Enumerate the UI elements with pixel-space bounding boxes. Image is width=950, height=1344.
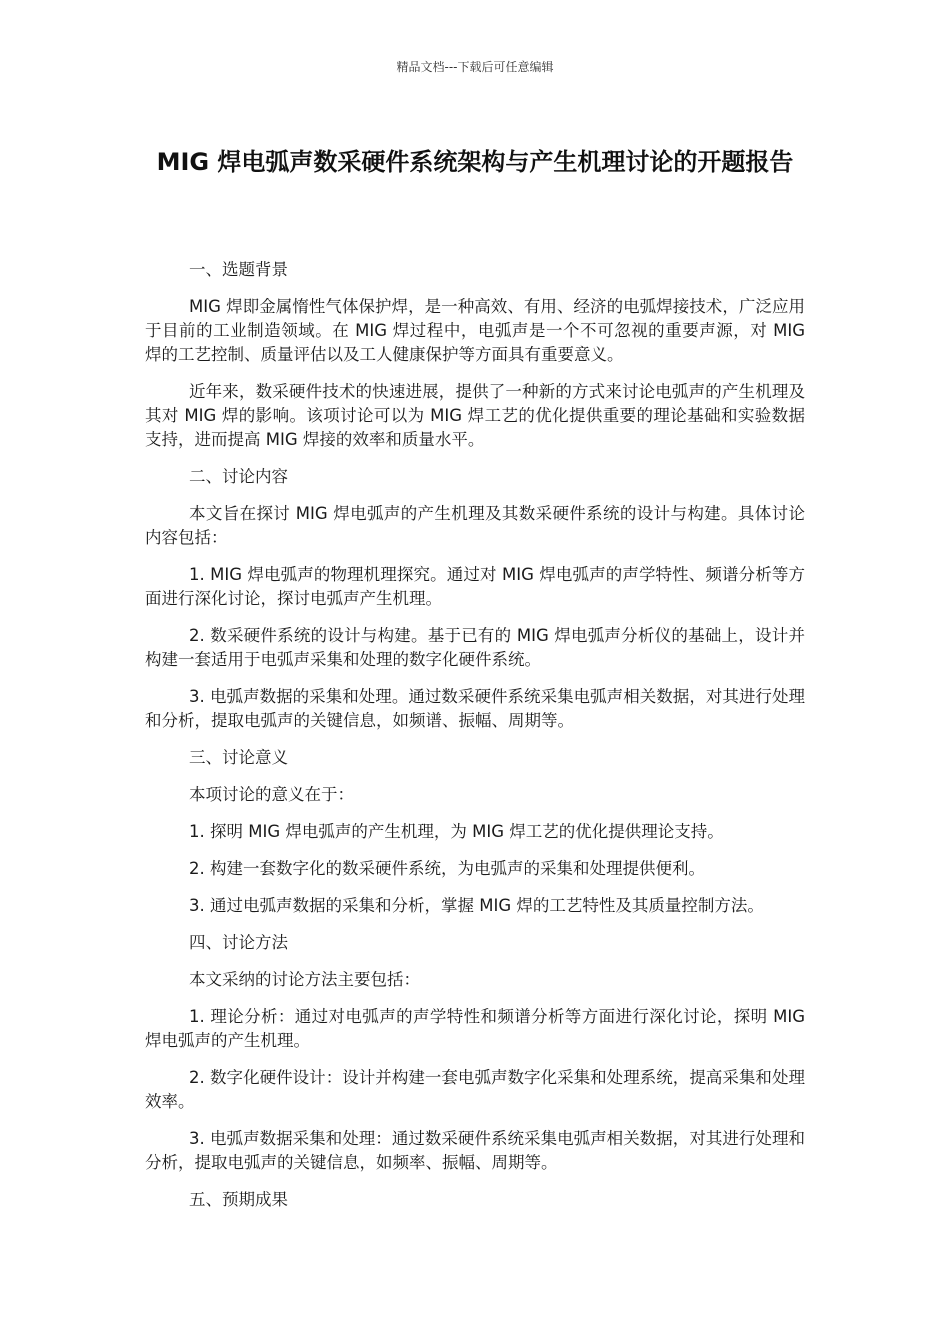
list-item: 3. 电弧声数据的采集和处理。通过数采硬件系统采集电弧声相关数据，对其进行处理和分析，提取电弧声的关键信息，如频谱、振幅、周期等。: [145, 687, 805, 730]
paragraph: 本项讨论的意义在于：: [189, 785, 354, 804]
section-heading-expected-results: 五、预期成果: [189, 1190, 288, 1209]
section-heading-content: 二、讨论内容: [189, 467, 288, 486]
list-item: 1. 探明 MIG 焊电弧声的产生机理，为 MIG 焊工艺的优化提供理论支持。: [189, 822, 724, 841]
list-item: 2. 数采硬件系统的设计与构建。基于已有的 MIG 焊电弧声分析仪的基础上，设计并构建一套适用于电弧声采集和处理的数字化硬件系统。: [145, 626, 805, 669]
list-item: 3. 电弧声数据采集和处理：通过数采硬件系统采集电弧声相关数据，对其进行处理和分析，提取电弧声的关键信息，如频率、振幅、周期等。: [145, 1129, 805, 1172]
list-item: 2. 数字化硬件设计：设计并构建一套电弧声数字化采集和处理系统，提高采集和处理效率。: [145, 1068, 805, 1111]
list-item: 1. 理论分析：通过对电弧声的声学特性和频谱分析等方面进行深化讨论，探明 MIG 焊电弧声的产生机理。: [145, 1007, 805, 1050]
list-item: 1. MIG 焊电弧声的物理机理探究。通过对 MIG 焊电弧声的声学特性、频谱分析等方面进行深化讨论，探讨电弧声产生机理。: [145, 565, 805, 608]
paragraph: 本文采纳的讨论方法主要包括：: [189, 970, 420, 989]
list-item: 2. 构建一套数字化的数采硬件系统，为电弧声的采集和处理提供便利。: [189, 859, 705, 878]
section-heading-background: 一、选题背景: [189, 260, 288, 279]
list-item: 3. 通过电弧声数据的采集和分析，掌握 MIG 焊的工艺特性及其质量控制方法。: [189, 896, 764, 915]
paragraph: 近年来，数采硬件技术的快速进展，提供了一种新的方式来讨论电弧声的产生机理及其对 MIG 焊的影响。该项讨论可以为 MIG 焊工艺的优化提供重要的理论基础和实验数据支持，进而提高 MIG 焊接的效率和质量水平。: [145, 382, 805, 449]
section-heading-methods: 四、讨论方法: [189, 933, 288, 952]
paragraph: MIG 焊即金属惰性气体保护焊，是一种高效、有用、经济的电弧焊接技术，广泛应用于目前的工业制造领域。在 MIG 焊过程中，电弧声是一个不可忽视的重要声源，对 MIG 焊的工艺控制、质量评估以及工人健康保护等方面具有重要意义。: [145, 297, 805, 364]
document-body: [145, 258, 805, 1225]
section-heading-significance: 三、讨论意义: [189, 748, 288, 767]
document-title: MIG 焊电弧声数采硬件系统架构与产生机理讨论的开题报告: [156, 148, 794, 176]
header-note: 精品文档---下载后可任意编辑: [396, 60, 554, 74]
paragraph: 本文旨在探讨 MIG 焊电弧声的产生机理及其数采硬件系统的设计与构建。具体讨论内容包括：: [145, 504, 805, 547]
